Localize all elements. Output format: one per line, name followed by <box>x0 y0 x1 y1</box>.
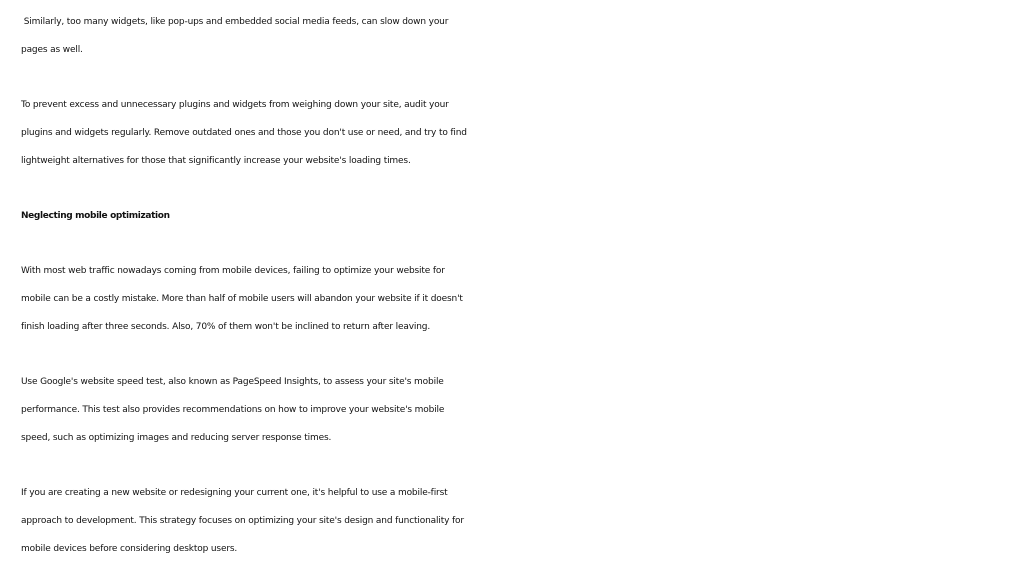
paragraph-audit-plugins <box>21 92 1024 175</box>
text-line: pages as well. <box>21 44 83 55</box>
text-line: approach to development. This strategy focuses on optimizing your site's design and functionality for <box>21 515 464 526</box>
paragraph-pagespeed <box>21 369 1024 452</box>
text-line: mobile can be a costly mistake. More than half of mobile users will abandon your website if it doesn't <box>21 294 463 305</box>
text-line: finish loading after three seconds. Also, 70% of them won't be inclined to return after leaving. <box>21 321 431 332</box>
text-line: speed, such as optimizing images and reducing server response times. <box>21 432 332 443</box>
text-line: To prevent excess and unnecessary plugins and widgets from weighing down your site, audit your <box>21 100 449 111</box>
paragraph-mobile-traffic <box>21 258 1024 341</box>
text-line: performance. This test also provides recommendations on how to improve your website's mobile <box>21 404 445 415</box>
paragraph-mobile-first <box>21 480 1024 563</box>
paragraph-widgets <box>21 9 1024 65</box>
text-line: mobile devices before considering desktop users. <box>21 543 238 554</box>
text-line: plugins and widgets regularly. Remove outdated ones and those you don't use or need, and try to find <box>21 127 467 138</box>
text-line: lightweight alternatives for those that significantly increase your website's loading times. <box>21 155 411 166</box>
text-line: Similarly, too many widgets, like pop-ups and embedded social media feeds, can slow down your <box>21 17 449 27</box>
text-line: Use Google's website speed test, also known as PageSpeed Insights, to assess your site's mobile <box>21 377 444 388</box>
section-heading: Neglecting mobile optimization <box>21 210 170 221</box>
text-line: With most web traffic nowadays coming from mobile devices, failing to optimize your website for <box>21 266 445 277</box>
text-line: If you are creating a new website or redesigning your current one, it's helpful to use a mobile-first <box>21 488 448 499</box>
